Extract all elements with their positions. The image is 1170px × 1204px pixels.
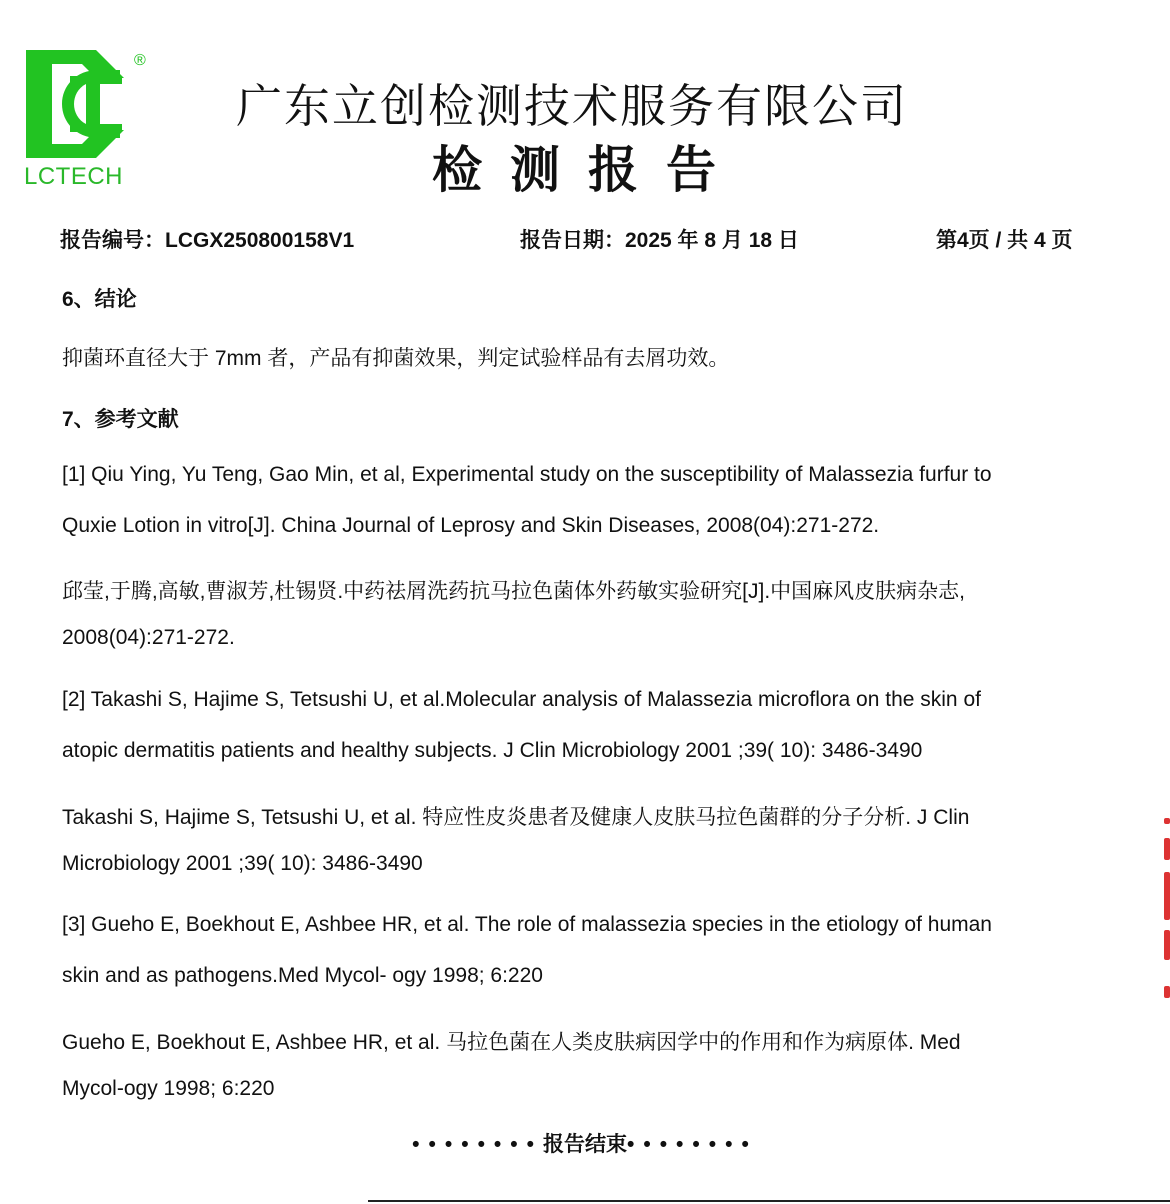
page-indicator: 第4页 / 共 4 页	[936, 229, 1073, 252]
reference-line: [3] Gueho E, Boekhout E, Ashbee HR, et al. The role of malassezia species in the etiology of human	[62, 913, 992, 936]
end-dots-left: ••••••••	[412, 1133, 543, 1156]
conclusion-heading: 6、结论	[62, 288, 137, 311]
reference-line: Gueho E, Boekhout E, Ashbee HR, et al. 马拉色菌在人类皮肤病因学中的作用和作为病原体. Med	[62, 1031, 961, 1054]
stamp-edge-mark	[1164, 986, 1170, 998]
stamp-edge-mark	[1164, 872, 1170, 920]
report-number: 报告编号：LCGX250800158V1	[60, 229, 355, 252]
reference-line: Takashi S, Hajime S, Tetsushi U, et al. 特应性皮炎患者及健康人皮肤马拉色菌群的分子分析. J Clin	[62, 806, 970, 829]
stamp-edge-mark	[1164, 818, 1170, 824]
logo-text: LCTECH	[24, 163, 124, 190]
bottom-divider	[368, 1200, 1170, 1202]
reference-line: Mycol-ogy 1998; 6:220	[62, 1077, 275, 1100]
reference-line: [1] Qiu Ying, Yu Teng, Gao Min, et al, Experimental study on the susceptibility of Malassezia furfur to	[62, 463, 992, 486]
reference-line: 邱莹,于腾,高敏,曹淑芳,杜锡贤.中药祛屑洗药抗马拉色菌体外药敏实验研究[J].中国麻风皮肤病杂志,	[62, 580, 966, 603]
reference-line: 2008(04):271-272.	[62, 626, 235, 649]
reference-line: Microbiology 2001 ;39( 10): 3486-3490	[62, 852, 423, 875]
conclusion-text: 抑菌环直径大于 7mm 者，产品有抑菌效果，判定试验样品有去屑功效。	[62, 347, 730, 370]
stamp-edge-mark	[1164, 838, 1170, 860]
report-title: 检测报告	[432, 141, 744, 199]
report-end	[0, 1128, 1170, 1158]
reference-line: [2] Takashi S, Hajime S, Tetsushi U, et al.Molecular analysis of Malassezia microflora on the skin of	[62, 688, 981, 711]
registered-mark: ®	[134, 52, 146, 69]
reference-line: skin and as pathogens.Med Mycol- ogy 1998; 6:220	[62, 964, 543, 987]
end-text: 报告结束	[543, 1133, 627, 1156]
company-name: 广东立创检测技术服务有限公司	[236, 79, 908, 133]
end-dots-right: ••••••••	[627, 1133, 758, 1156]
report-date: 报告日期：2025 年 8 月 18 日	[520, 229, 799, 252]
reference-line: atopic dermatitis patients and healthy subjects. J Clin Microbiology 2001 ;39( 10): 3486-3490	[62, 739, 923, 762]
references-heading: 7、参考文献	[62, 408, 179, 431]
stamp-edge-mark	[1164, 930, 1170, 960]
reference-line: Quxie Lotion in vitro[J]. China Journal of Leprosy and Skin Diseases, 2008(04):271-272.	[62, 514, 880, 537]
